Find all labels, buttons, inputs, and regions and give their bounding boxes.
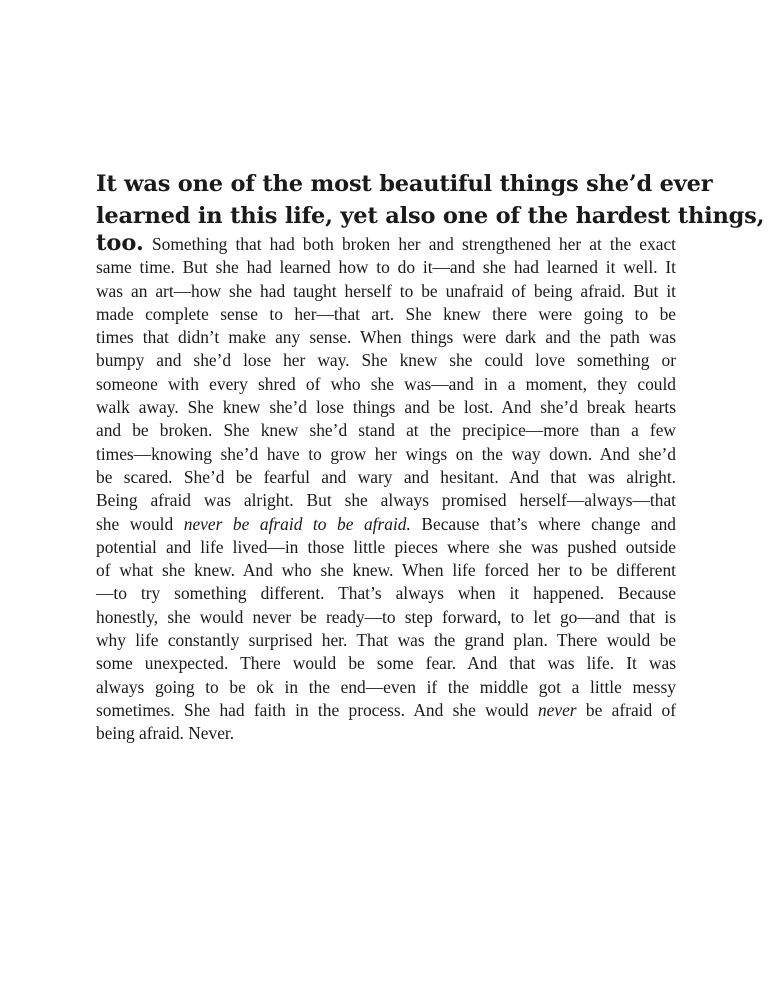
body-line-17: honestly, she would never be ready—to step forward, to let go—and that is	[96, 606, 676, 627]
body-line-13	[96, 513, 676, 536]
body-line-7: someone with every shred of who she was—and in a moment, they could	[96, 373, 676, 394]
body-line-14: potential and life lived—in those little pieces where she was pushed outside	[96, 536, 676, 557]
body-line-18: why life constantly surprised her. That was the grand plan. There would be	[96, 630, 676, 651]
body-line-19: some unexpected. There would be some fear. And that was life. It was	[96, 653, 676, 674]
final-line: being afraid. Never.	[96, 723, 235, 744]
lead-word: too.	[96, 230, 144, 256]
body-line-11: be scared. She’d be fearful and wary and hesitant. And that was alright.	[96, 466, 676, 487]
lead-line	[96, 232, 676, 256]
body-line-9: and be broken. She knew she’d stand at the precipice—more than a few	[96, 420, 676, 441]
body-line-21-start: sometimes. She had faith in the process. And she would	[96, 699, 538, 720]
body-line-21	[96, 699, 676, 722]
body-line-16: —to try something different. That’s always when it happened. Because	[96, 583, 676, 604]
body-line-4: made complete sense to her—that art. She knew there were going to be	[96, 303, 676, 324]
body-line-12: Being afraid was alright. But she always promised herself—always—that	[96, 490, 676, 511]
body-line-1: Something that had both broken her and strengthened her at the exact	[143, 234, 676, 254]
body-line-15: of what she knew. And who she knew. When life forced her to be different	[96, 560, 676, 581]
body-line-5: times that didn’t make any sense. When things were dark and the path was	[96, 327, 676, 348]
body-line-8: walk away. She knew she’d lose things and be lost. And she’d break hearts	[96, 397, 676, 418]
body-line-13-start: she would	[96, 513, 184, 534]
body-line-2: same time. But she had learned how to do it—and she had learned it well. It	[96, 257, 676, 278]
heading-line-2: learned in this life, yet also one of the hardest things,	[96, 203, 765, 229]
body-line-10: times—knowing she’d have to grow her wings on the way down. And she’d	[96, 443, 676, 464]
body-line-6: bumpy and she’d lose her way. She knew she could love something or	[96, 350, 676, 371]
body-line-13-end: Because that’s where change and	[410, 513, 676, 534]
body-line-3: was an art—how she had taught herself to be unafraid of being afraid. But it	[96, 280, 676, 301]
italic-never: never	[537, 699, 577, 720]
italic-phrase: never be afraid to be afraid.	[183, 513, 411, 534]
passage	[96, 168, 765, 746]
heading-line-1: It was one of the most beautiful things she’d ever	[96, 171, 713, 197]
body-line-21-end: be afraid of	[576, 699, 676, 720]
body-line-20: always going to be ok in the end—even if the middle got a little messy	[96, 676, 676, 697]
